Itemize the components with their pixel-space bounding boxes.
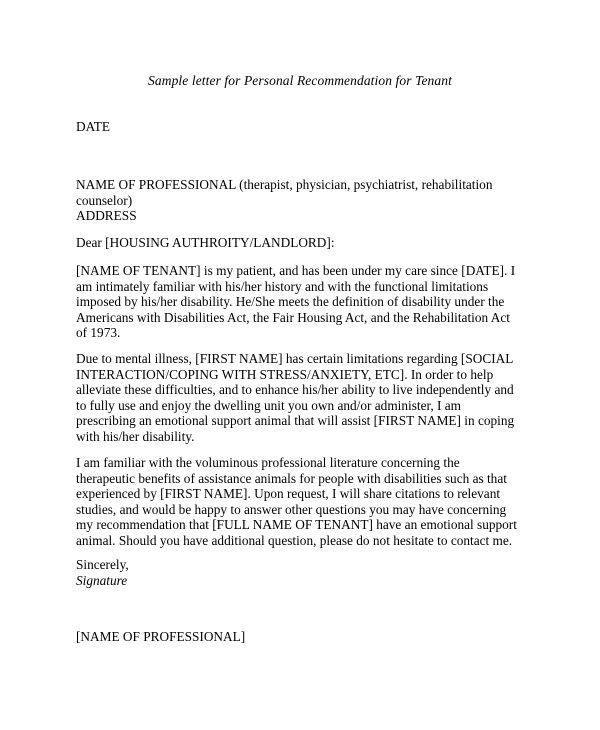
professional-line-1: NAME OF PROFESSIONAL (therapist, physician, psychiatrist, rehabilitation (76, 177, 493, 192)
paragraph-3-line: I am familiar with the voluminous professional literature concerning the (76, 455, 460, 470)
paragraph-3-line: therapeutic benefits of assistance animals for people with disabilities such as that (76, 470, 507, 486)
professional-line-2: counselor) (76, 192, 133, 208)
paragraph-2-line: with his/her disability. (76, 428, 195, 444)
paragraph-3-line: studies, and would be happy to answer other questions you may have concerning (76, 501, 507, 517)
closing-text: Sincerely, (76, 557, 129, 572)
professional-name-block (76, 629, 536, 645)
paragraph-1-line: [NAME OF TENANT] is my patient, and has been under my care since [DATE]. I (76, 263, 516, 278)
paragraph-2-line: INTERACTION/COPING WITH STRESS/ANXIETY, ETC]. In order to help (76, 366, 494, 382)
date-line (76, 119, 536, 135)
paragraph-3-line: animal. Should you have additional question, please do not hesitate to contact me. (76, 532, 513, 548)
paragraph-1 (76, 263, 536, 341)
paragraph-2-line: Due to mental illness, [FIRST NAME] has certain limitations regarding [SOCIAL (76, 351, 514, 366)
paragraph-1-line: am intimately familiar with his/her history and with the functional limitations (76, 278, 489, 294)
paragraph-3-line: experienced by [FIRST NAME]. Upon request, I will share citations to relevant (76, 486, 501, 502)
professional-header (76, 177, 536, 224)
paragraph-1-line: Americans with Disabilities Act, the Fair Housing Act, and the Rehabilitation Act (76, 309, 510, 325)
salutation-text: Dear [HOUSING AUTHROITY/LANDLORD]: (76, 235, 335, 250)
paragraph-2-line: to fully use and enjoy the dwelling unit you own and/or administer, I am (76, 397, 462, 413)
address-line: ADDRESS (76, 208, 137, 224)
paragraph-3 (76, 455, 536, 549)
paragraph-3-line: my recommendation that [FULL NAME OF TENANT] have an emotional support (76, 517, 517, 533)
closing-block (76, 557, 536, 588)
paragraph-1-line: of 1973. (76, 325, 121, 341)
letter-title: Sample letter for Personal Recommendation for Tenant (148, 73, 452, 88)
signature-text: Signature (76, 572, 128, 588)
paragraph-2 (76, 351, 536, 445)
salutation (76, 235, 536, 251)
paragraph-1-line: imposed by his/her disability. He/She meets the definition of disability under the (76, 294, 505, 310)
date-text: DATE (76, 119, 110, 134)
professional-name-text: [NAME OF PROFESSIONAL] (76, 629, 246, 644)
paragraph-2-line: prescribing an emotional support animal that will assist [FIRST NAME] in coping (76, 413, 515, 429)
paragraph-2-line: alleviate these difficulties, and to enhance his/her ability to live independently and (76, 382, 514, 398)
